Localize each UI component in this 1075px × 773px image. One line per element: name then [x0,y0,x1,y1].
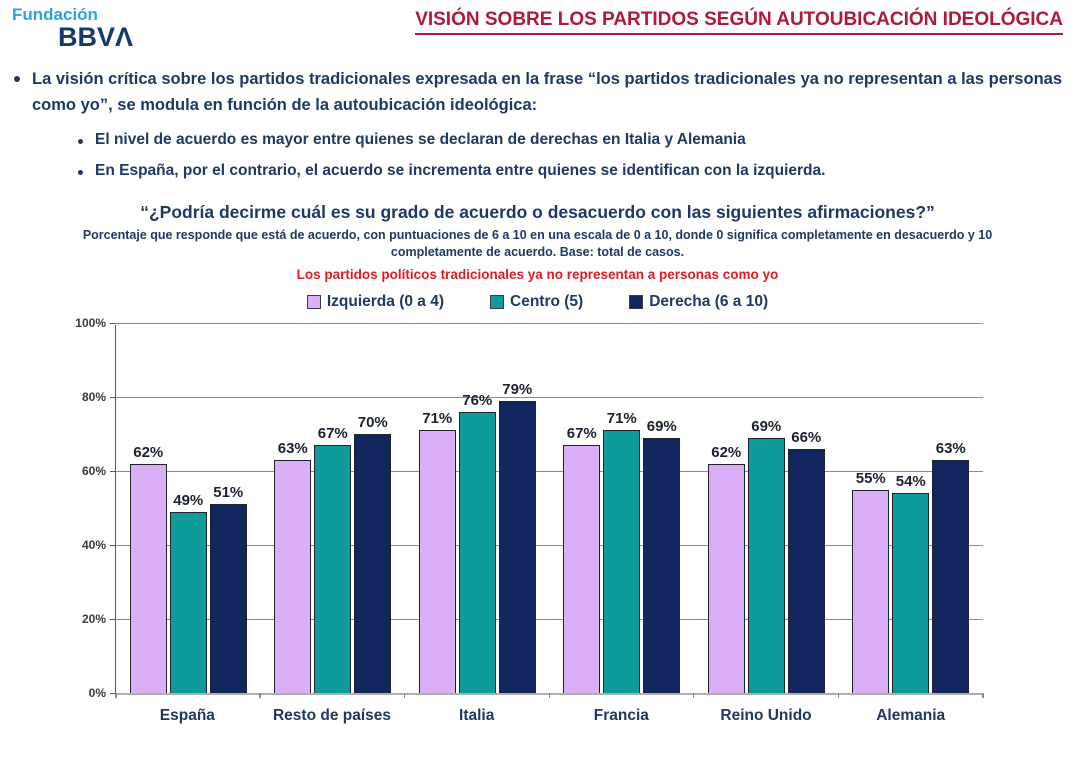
legend-label: Centro (5) [510,293,584,311]
x-axis-tick [838,693,840,698]
bar-value-label: 67% [566,425,597,443]
bar-derecha-españa [210,484,247,693]
x-axis-tick [549,693,551,698]
y-axis-label-40: 40% [81,538,106,553]
bar-value-label: 55% [855,469,886,487]
logo-fundacion-text: Fundación [12,5,98,24]
bar-derecha-reino-unido [788,428,825,693]
slide-title: VISIÓN SOBRE LOS PARTIDOS SEGÚN AUTOUBICACIÓN IDEOLÓGICA [415,9,1063,35]
y-axis-label-80: 80% [81,390,106,405]
bar-value-label: 76% [462,391,493,409]
legend-item-izquierda [307,293,444,311]
bar-value-label: 79% [502,380,533,398]
x-axis-label-italia: Italia [459,707,495,725]
bar-value-label: 62% [711,443,742,461]
bar-value-label: 70% [357,414,388,432]
bar-centro-francia [603,410,640,693]
x-axis-label-resto-de-países: Resto de países [272,707,392,725]
bullet-sub-2 [78,162,1063,180]
bar-derecha-alemania [932,439,969,693]
bar-group-italia [405,325,550,693]
bar-derecha-resto-de-países [354,414,391,693]
legend-label: Izquierda (0 a 4) [326,293,445,311]
x-axis-label-españa: España [159,707,215,725]
bar-value-label: 49% [173,491,204,509]
bar-value-label: 71% [422,410,453,428]
legend-swatch-icon [629,295,643,309]
legend-item-derecha [629,293,768,311]
bar-value-label: 69% [751,417,782,435]
bar-centro-alemania [892,473,929,693]
bullet-dot [78,139,83,144]
bar-derecha-francia [643,417,680,693]
y-axis-label-60: 60% [81,464,106,479]
plot-wrap [75,316,1063,725]
bullet-sub-1-text: El nivel de acuerdo es mayor entre quienes se declaran de derechas en Italia y Alemania [95,131,746,149]
x-axis-label-reino-unido: Reino Unido [720,707,812,725]
bar-group-francia [550,325,695,693]
bar-centro-resto-de-países [314,425,351,693]
bar-izquierda-resto-de-países [274,439,311,693]
y-axis-label-0: 0% [88,686,106,701]
bar-derecha-italia [499,380,536,693]
bar-value-label: 63% [935,439,966,457]
bar-izquierda-francia [563,425,600,693]
bar-izquierda-reino-unido [708,443,745,693]
bullet-main-text: La visión crítica sobre los partidos tradicionales expresada en la frase “los partidos tradicionales ya no representan a las personas como yo”, se modula en función de la autoubicación ideológica: [32,70,1062,114]
bullet-sub-2-text: En España, por el contrario, el acuerdo se incrementa entre quienes se identifican con la izquierda. [95,162,826,180]
chart-statement: Los partidos políticos tradicionales ya no representan a personas como yo [296,267,779,283]
bar-group-resto-de-países [261,325,406,693]
bar-value-label: 69% [646,417,677,435]
chart-methodology-note: Porcentaje que responde que está de acuerdo, con puntuaciones de 6 a 10 en una escala de 0 a 10, donde 0 significa completamente en desacuerdo y 10 completamente de acuerdo. Base: total de casos. [82,228,993,260]
bar-izquierda-españa [130,443,167,693]
x-axis-tick [693,693,695,698]
y-axis-label-20: 20% [81,612,106,627]
x-axis-tick [115,693,117,698]
legend-swatch-icon [307,295,321,309]
bar-centro-españa [170,491,207,693]
bar-group-españa [116,325,261,693]
x-axis-label-alemania: Alemania [876,707,946,725]
bullet-dot [78,170,83,175]
x-axis-tick [404,693,406,698]
bullet-main [12,67,1063,118]
bar-value-label: 62% [133,443,164,461]
bar-izquierda-alemania [852,469,889,694]
bullet-dot [14,76,20,82]
chart-section [12,202,1063,725]
y-axis-tick [110,323,116,325]
plot-area [75,316,983,701]
bar-value-label: 63% [277,439,308,457]
y-axis-label-100: 100% [75,316,106,331]
legend-swatch-icon [490,295,504,309]
bar-group-reino-unido [694,325,839,693]
gridline-100 [116,323,983,324]
bar-groups [116,325,983,693]
bar-group-alemania [839,325,984,693]
bullet-sub-1 [78,131,1063,149]
x-axis-tick [259,693,261,698]
bullet-list [12,67,1063,180]
bar-centro-reino-unido [748,417,785,693]
bar-value-label: 67% [317,425,348,443]
bar-value-label: 54% [895,473,926,491]
x-labels [115,707,983,725]
bar-izquierda-italia [419,410,456,693]
chart-legend [12,293,1063,311]
legend-label: Derecha (6 a 10) [649,293,769,311]
header [12,6,1063,51]
legend-item-centro [490,293,583,311]
logo-bbva-text: BBVΛ [58,21,134,52]
bar-value-label: 71% [606,410,637,428]
x-axis-tick [982,693,984,698]
chart-question-title: “¿Podría decirme cuál es su grado de acuerdo o desacuerdo con las siguientes afirmaciones?” [140,202,935,223]
bar-centro-italia [459,391,496,693]
bar-value-label: 51% [213,484,244,502]
bar-value-label: 66% [791,428,822,446]
x-axis-label-francia: Francia [593,707,649,725]
fundacion-bbva-logo [12,6,133,51]
